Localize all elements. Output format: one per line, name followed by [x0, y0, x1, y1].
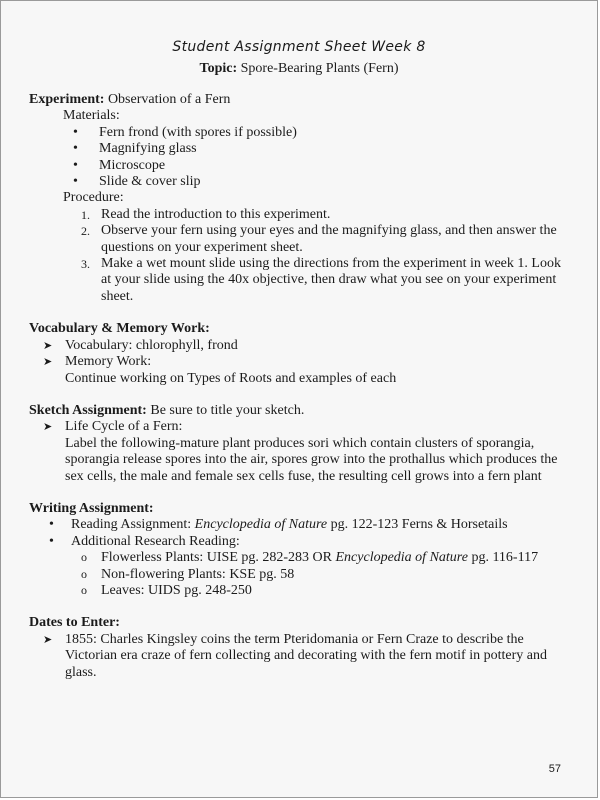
- step-text: Observe your fern using your eyes and the magnifying glass, and then answer the questions on your experiment sheet.: [101, 223, 557, 255]
- vocabulary-item: [35, 338, 567, 354]
- arrowhead-right-icon: ➤: [43, 632, 53, 646]
- memory-work-text: Continue working on Types of Roots and examples of each: [65, 370, 397, 386]
- dates-heading: Dates to Enter:: [29, 615, 120, 631]
- research-reading-item: [37, 534, 567, 600]
- flowerless-prefix: Flowerless Plants: UISE pg. 282-283 OR: [101, 550, 336, 566]
- flowerless-book-title: Encyclopedia of Nature: [335, 550, 468, 566]
- sketch-item: [35, 419, 567, 485]
- writing-section: [29, 501, 567, 599]
- vocabulary-heading: Vocabulary & Memory Work:: [29, 321, 210, 337]
- step-number: 2.: [81, 224, 90, 239]
- sketch-section: [29, 403, 567, 485]
- arrowhead-right-icon: ➤: [43, 420, 53, 434]
- flowerless-suffix: pg. 116-117: [467, 550, 539, 566]
- assignment-content: [29, 92, 567, 681]
- sketch-list: [29, 419, 567, 485]
- material-item: • Slide & cover slip: [55, 174, 567, 190]
- memory-work-label: Memory Work:: [65, 354, 152, 370]
- experiment-heading-line: [29, 92, 567, 108]
- material-item: • Magnifying glass: [55, 141, 567, 157]
- research-item-flowerless: [79, 550, 567, 566]
- step-text: Read the introduction to this experiment.: [101, 206, 331, 222]
- procedure-label: Procedure:: [63, 190, 124, 206]
- materials-label: Materials:: [63, 108, 120, 124]
- experiment-heading: Experiment:: [29, 92, 105, 107]
- sketch-heading: Sketch Assignment:: [29, 402, 147, 418]
- sketch-instruction: Be sure to title your sketch.: [146, 402, 305, 418]
- research-list: [39, 550, 567, 599]
- step-number: 1.: [81, 207, 90, 222]
- memory-work-item: [35, 354, 567, 387]
- sketch-item-title: Life Cycle of a Fern:: [65, 419, 183, 435]
- page-title: Student Assignment Sheet Week 8: [172, 39, 426, 55]
- page-number: 57: [548, 763, 561, 775]
- material-item: • Microscope: [55, 158, 567, 174]
- procedure-step: [81, 207, 567, 223]
- experiment-section: [29, 92, 567, 305]
- procedure-step: [81, 223, 567, 256]
- date-item: [35, 632, 567, 681]
- topic-label: Topic:: [199, 61, 238, 76]
- step-text: Make a wet mount slide using the directions from the experiment in week 1. Look at your slide using the 40x objective, then draw what you see on your experiment sheet.: [101, 256, 561, 304]
- date-item-text: 1855: Charles Kingsley coins the term Pteridomania or Fern Craze to describe the Victorian era craze of fern collecting and decorating with the fern motif in pottery and glass.: [65, 631, 547, 680]
- reading-suffix: pg. 122-123 Ferns & Horsetails: [327, 517, 508, 533]
- material-item: • Fern frond (with spores if possible): [55, 125, 567, 141]
- experiment-title: Observation of a Fern: [104, 92, 231, 107]
- procedure-step: [81, 256, 567, 305]
- writing-heading: Writing Assignment:: [29, 500, 154, 516]
- arrowhead-right-icon: ➤: [43, 355, 53, 369]
- research-item-nonflowering: o Non-flowering Plants: KSE pg. 58: [79, 567, 567, 583]
- vocabulary-section: [29, 321, 567, 387]
- dates-list: [29, 632, 567, 681]
- writing-list: [29, 517, 567, 599]
- reading-assignment-item: [37, 517, 567, 533]
- topic-value: Spore-Bearing Plants (Fern): [237, 61, 399, 76]
- topic-line: [1, 61, 597, 77]
- procedure-steps: [81, 207, 567, 305]
- vocabulary-text: Vocabulary: chlorophyll, frond: [65, 337, 238, 353]
- research-item-leaves: o Leaves: UIDS pg. 248-250: [79, 583, 567, 599]
- step-number: 3.: [81, 257, 90, 272]
- research-label: Additional Research Reading:: [71, 533, 240, 549]
- reading-prefix: Reading Assignment:: [71, 517, 195, 533]
- dates-section: [29, 615, 567, 681]
- vocabulary-list: [29, 338, 567, 387]
- reading-book-title: Encyclopedia of Nature: [194, 517, 328, 533]
- arrowhead-right-icon: ➤: [43, 338, 53, 352]
- materials-list: [29, 125, 567, 191]
- sketch-heading-line: [29, 403, 567, 419]
- sketch-item-body: Label the following-mature plant produces sori which contain clusters of sporangia, sporangia release spores into the air, spores grow into the prothallus which produces the sex cells, the male and female sex cells fuse, the resulting cell grows into a fern plant: [65, 435, 558, 484]
